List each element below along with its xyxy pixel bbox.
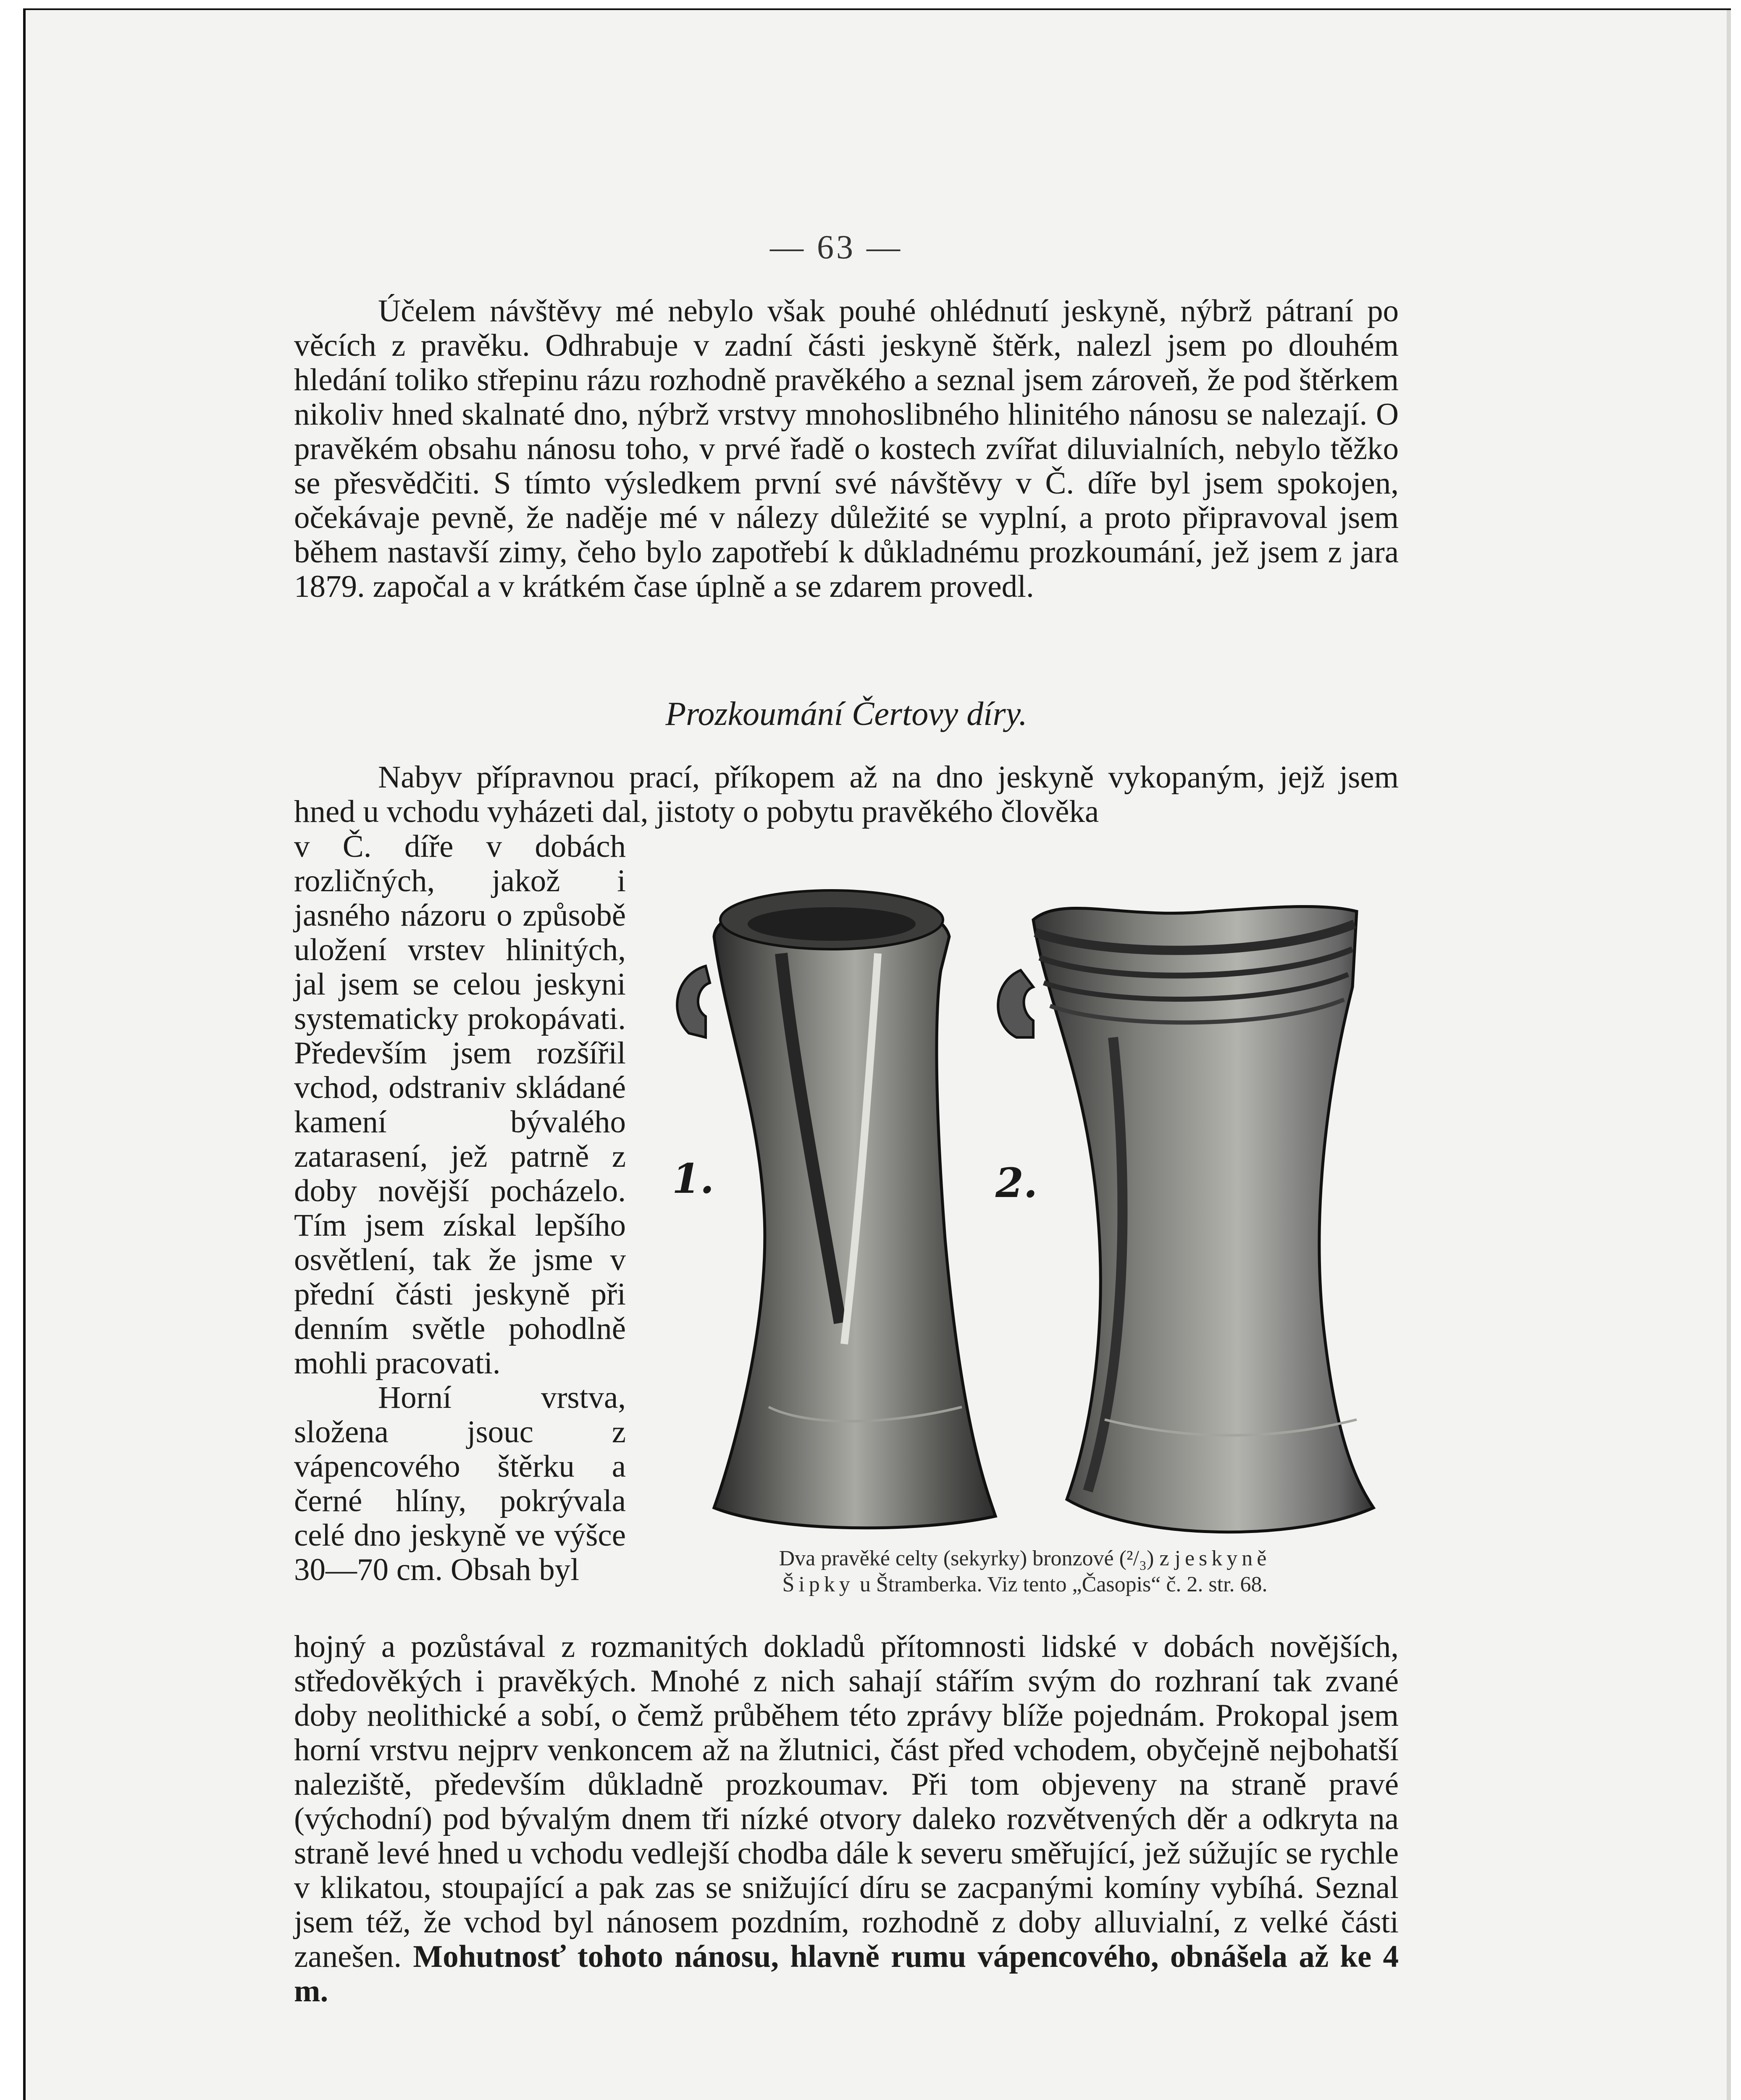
paragraph-3-main: hojný a pozůstával z rozmanitých dokladů přítomnosti lidské v dobách novějších, středověkých i pravěkých. Mnohé z nich sahají stářím svým do rozhraní tak zvané doby neolithické a sobí, o čemž průběhem této zprávy blíže pojednám. Prokopal jsem horní vrstvu nejprv venkoncem až na žlutnici, část před vchodem, obyčejně nejbohatší naleziště, především důkladně prozkoumav. Při tom objeveny na straně pravé (východní) pod bývalým dnem tři nízké otvory daleko rozvětvených děr a odkryta na straně levé hned u vchodu vedlejší chodba dále k severu směřující, jež súžujíc se rychle v klikatou, stoupající a pak zas se snižující díru se zacpanými komíny vybíhá. Seznal jsem též, že vchod byl nánosem pozdním, rozhodně z doby alluvialní, z velké části zanešen. [294,1629,1399,1974]
caption-text-a: Dva pravěké celty (sekyrky) bronzové ( [779,1546,1127,1570]
paragraph-3-narrow-text: Horní vrstva, složena jsouc z vápencového štěrku a černé hlíny, pokrývala celé dno jeskyně ve výšce 30—70 cm. Obsah byl [294,1380,626,1587]
bronze-celts-figure [643,861,1399,1546]
celt-1-label: 1. [672,1155,714,1202]
paragraph-3-bold-end: Mohutnosť tohoto nánosu, hlavně rumu vápencového, obnášela až ke 4 m. [294,1939,1399,2008]
celt-2-drawing [995,906,1373,1532]
caption-scale: ²/₃ [1126,1546,1147,1570]
celts-illustration [643,861,1399,1546]
body-paragraph-1 [294,294,1399,604]
paragraph-3-full-text [294,1630,1399,2008]
celt-2-label: 2. [995,1159,1038,1207]
caption-cave-name: Šipky [782,1572,854,1596]
paragraph-2-narrow-text: v Č. díře v dobách rozličných, jakož i jasného názoru o způsobě uložení vrstev hlinitých, jal jsem se celou jeskyni systematicky prokopávati. Především jsem rozšířil vchod, odstraniv skládané kamení bývalého zatarasení, jež patrně z doby novější pocházelo. Tím jsem získal lepšího osvětlení, tak že jsme v přední části jeskyně při denním světle pohodlně mohli pracovati. [294,829,626,1381]
paragraph-1-text: Účelem návštěvy mé nebylo však pouhé ohlédnutí jeskyně, nýbrž pátraní po věcích z pravěku. Odhrabuje v zadní části jeskyně štěrk, nalezl jsem po dlouhém hledání toliko střepinu rázu rozhodně pravěkého a seznal jsem zároveň, že pod štěrkem nikoliv hned skalnaté dno, nýbrž vrstvy mnohoslibného hlinitého nánosu se nalezají. O pravěkém obsahu nánosu toho, v prvé řadě o kostech zvířat diluvialních, nebylo těžko se přesvědčiti. S tímto výsledkem první své návštěvy v Č. díře byl jsem spokojen, očekávaje pevně, že naděje mé v nálezy důležité se vyplní, a proto připravoval jsem během nastavší zimy, čeho bylo zapotřebí k důkladnému prozkoumání, jež jsem z jara 1879. započal a v krátkém čase úplně a se zdarem provedl. [294,294,1399,604]
caption-cave-word: jeskyně [1174,1546,1271,1570]
figure-caption [664,1546,1386,1598]
narrow-column [294,830,626,1587]
celt-1-drawing [672,890,995,1528]
body-paragraph-2-intro [294,760,1399,829]
page-number: — 63 — [770,229,903,266]
paragraph-2-full-text: Nabyv přípravnou prací, příkopem až na dno jeskyně vykopaným, jejž jsem hned u vchodu vyházeti dal, jistoty o pobytu pravěkého člověka [294,760,1399,829]
caption-text-b: ) z [1147,1546,1175,1570]
section-heading: Prozkoumání Čertovy díry. [665,696,1027,732]
body-paragraph-3-continued [294,1630,1399,2008]
caption-reference: u Štramberka. Viz tento „Časopis“ č. 2. str. 68. [859,1572,1268,1596]
